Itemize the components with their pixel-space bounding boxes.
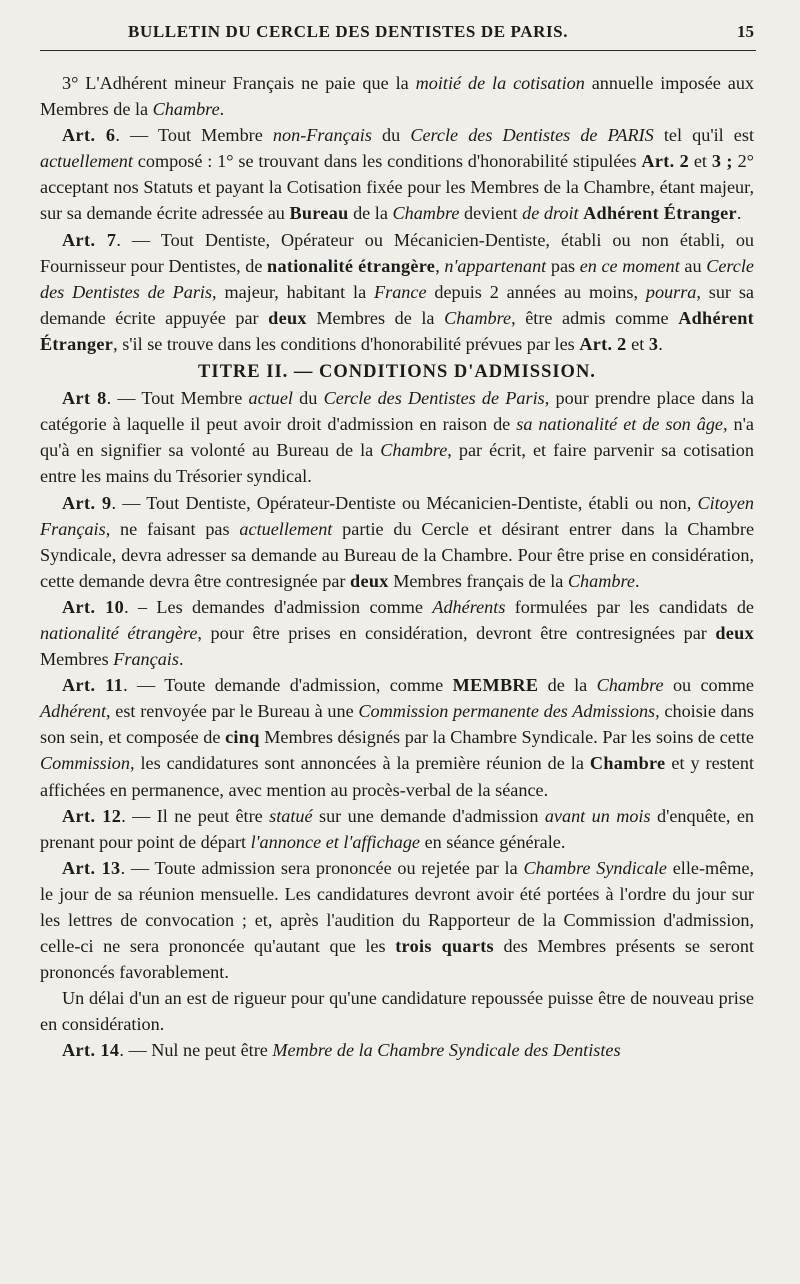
article-label: Art. 7	[62, 229, 117, 250]
bold-text: deux	[268, 307, 307, 328]
bold-text: 3	[648, 333, 659, 354]
italic-text: Chambre	[596, 675, 664, 696]
italic-text: Chambre	[444, 307, 512, 328]
text: Membres de la	[306, 307, 445, 328]
text: du	[371, 125, 411, 146]
article-6	[40, 122, 754, 226]
header-rule	[40, 50, 756, 51]
text: .	[219, 99, 225, 120]
italic-text: Chambre Syndicale	[523, 857, 667, 878]
section-heading: TITRE II. — CONDITIONS D'ADMISSION.	[198, 362, 596, 383]
article-label: Art. 10	[62, 596, 125, 617]
article-11	[40, 672, 754, 802]
italic-text: Adhérent	[40, 701, 106, 722]
text: . — Tout Dentiste, Opérateur-Dentiste ou Mécanicien-Dentiste, établi ou non,	[111, 492, 698, 513]
text: , par écrit, et faire parvenir sa cotisation entre les mains du Trésorier syndical.	[40, 440, 754, 487]
page-body	[40, 70, 754, 1064]
italic-text: Cercle des Dentistes de Paris	[323, 388, 545, 409]
text: , majeur, habitant la	[212, 281, 374, 302]
text: Membres français de la	[388, 570, 568, 591]
text: les candidatures sont annoncées à la première réunion de la	[134, 753, 590, 774]
text: et	[688, 151, 712, 172]
text: de la	[538, 675, 597, 696]
article-label: Art. 12	[62, 805, 122, 826]
article-10	[40, 594, 754, 672]
text: d'enquête, en prenant pour point de départ	[40, 805, 754, 852]
text: , est renvoyée par le Bureau à une	[106, 701, 359, 722]
italic-text: nationalité étrangère	[40, 622, 198, 643]
text: choisie dans son sein, et composée de	[40, 701, 754, 748]
text: pas	[546, 255, 580, 276]
italic-text: Citoyen Français	[40, 492, 755, 539]
italic-text: sa nationalité et de son âge,	[516, 414, 728, 435]
text: .	[634, 570, 640, 591]
text: elle-même, le jour de sa réunion mensuelle. Les candidatures devront avoir été portées à l'ordre du jour sur les lettres de convocation ; et, après l'audition du Rapporteur de la Commission d'admission, celle-ci ne sera prononcée qu'autant que les	[40, 857, 754, 957]
page-number: 15	[737, 22, 754, 41]
article-12	[40, 803, 754, 855]
text: du	[292, 388, 324, 409]
text: devient	[459, 203, 523, 224]
bold-text: nationalité étrangère	[267, 255, 436, 276]
paragraph-adherent-mineur	[40, 70, 754, 122]
text: .	[658, 333, 663, 354]
text: formulées par les candidats de	[505, 596, 754, 617]
bold-text: deux	[350, 570, 389, 591]
text: . — Nul ne peut être	[119, 1040, 273, 1061]
article-label: Art. 9	[62, 492, 112, 513]
article-8	[40, 385, 754, 489]
italic-text: Membre de la Chambre Syndicale des Dentistes	[272, 1040, 621, 1061]
italic-text: pourra,	[645, 281, 701, 302]
article-label: Art. 6	[62, 125, 116, 146]
text: .	[736, 203, 742, 224]
text: en séance générale.	[420, 831, 566, 852]
italic-text: de droit	[522, 203, 579, 224]
text: 3° L'Adhérent mineur Français ne paie que la	[62, 73, 416, 93]
text: , pour être prises en considération, devront être contresignées par	[197, 622, 716, 643]
article-9	[40, 490, 754, 594]
article-7	[40, 227, 754, 357]
text: annuelle imposée aux Membres de la	[40, 73, 755, 120]
text: , ne faisant pas	[105, 518, 240, 539]
bold-text: Adhérent Étranger	[40, 307, 755, 354]
italic-text: moitié de la cotisation	[415, 73, 585, 93]
text: . – Les demandes d'admission comme	[124, 596, 433, 617]
text: depuis 2 années au moins,	[426, 281, 646, 302]
italic-text: France	[374, 281, 427, 302]
text: sur sa demande écrite appuyée par	[40, 281, 754, 328]
italic-text: Cercle des Dentistes de Paris	[40, 255, 754, 302]
italic-text: Chambre	[392, 203, 460, 224]
article-13	[40, 855, 754, 985]
text: de la	[348, 203, 393, 224]
text: sur une demande d'admission	[312, 805, 545, 826]
italic-text: actuellement	[239, 518, 333, 539]
italic-text: l'annonce et l'affichage	[250, 831, 421, 852]
text: ,	[435, 255, 445, 276]
running-header	[40, 16, 760, 46]
text: Membres désignés par la Chambre Syndicale. Par les soins de cette	[259, 727, 755, 748]
text: . — Tout Dentiste, Opérateur ou Mécanicien-Dentiste, établi ou non établi, ou Fournisseur pour Dentistes, de	[40, 229, 755, 276]
bold-text: Art. 2	[579, 333, 627, 354]
text: n'a qu'à en signifier sa volonté au Bureau de la	[40, 414, 754, 461]
text: , pour prendre place dans la catégorie à laquelle il peut avoir droit d'admission en raison de	[40, 388, 755, 435]
text: . — Toute admission sera prononcée ou rejetée par la	[120, 857, 524, 878]
text: ou comme	[663, 675, 755, 696]
italic-text: Chambre	[567, 570, 635, 591]
italic-text: statué	[269, 805, 313, 826]
italic-text: actuellement	[40, 151, 133, 172]
italic-text: Français	[113, 649, 179, 670]
italic-text: Chambre	[380, 440, 448, 461]
italic-text: Chambre	[152, 99, 220, 120]
italic-text: actuel	[248, 388, 293, 409]
text: . — Tout Membre	[106, 388, 249, 409]
bold-text: cinq	[225, 727, 260, 748]
italic-text: en ce moment	[579, 255, 680, 276]
article-label: Art 8	[62, 388, 107, 409]
bold-text: Art. 2	[641, 151, 689, 172]
bold-text: deux	[715, 622, 754, 643]
text: 2° acceptant nos Statuts et payant la Cotisation fixée pour les Membres de la Chambre, étant majeur, sur sa demande écrite adressée au	[40, 151, 754, 224]
text: Membres	[40, 649, 114, 670]
italic-text: Adhérents	[432, 596, 506, 617]
article-label: Art. 14	[62, 1040, 120, 1061]
bold-text: Bureau	[289, 203, 349, 224]
text: , être admis comme	[511, 307, 679, 328]
bold-text: Chambre	[589, 753, 666, 774]
text: .	[178, 649, 184, 670]
italic-text: avant un mois	[544, 805, 651, 826]
article-label: Art. 11	[62, 675, 124, 696]
text: composé : 1° se trouvant dans les conditions d'honorabilité stipulées	[132, 151, 642, 172]
italic-text: Commission permanente des Admissions,	[358, 701, 660, 722]
text: et y restent affichées en permanence, avec mention au procès-verbal de la séance.	[40, 753, 754, 800]
italic-text: Commission,	[40, 753, 135, 774]
text: partie du Cercle et désirant entrer dans la Chambre Syndicale, devra adresser sa demande au Bureau de la Chambre. Pour être prise en considération, cette demande devra être contresignée par	[40, 518, 755, 591]
text: . — Il ne peut être	[121, 805, 270, 826]
paragraph-delai: Un délai d'un an est de rigueur pour qu'une candidature repoussée puisse être de nouveau prise en considération.	[40, 988, 754, 1035]
bold-text: Adhérent Étranger	[583, 203, 737, 224]
text: . — Tout Membre	[115, 125, 273, 146]
text: . — Toute demande d'admission, comme	[123, 675, 453, 696]
text: des Membres présents se seront prononcés favorablement.	[40, 936, 755, 983]
bulletin-title: BULLETIN DU CERCLE DES DENTISTES DE PARIS.	[128, 22, 569, 41]
italic-text: n'appartenant	[444, 255, 547, 276]
text: au	[679, 255, 707, 276]
article-14	[40, 1037, 754, 1063]
italic-text: Cercle des Dentistes de PARIS	[410, 125, 654, 146]
bold-text: 3 ;	[711, 151, 733, 172]
text: et	[626, 333, 649, 354]
bold-text: MEMBRE	[452, 675, 539, 696]
text: , s'il se trouve dans les conditions d'honorabilité prévues par les	[113, 333, 580, 354]
text: tel qu'il est	[653, 125, 754, 146]
italic-text: non-Français	[272, 125, 372, 146]
bold-text: trois quarts	[395, 936, 494, 957]
article-label: Art. 13	[62, 857, 121, 878]
